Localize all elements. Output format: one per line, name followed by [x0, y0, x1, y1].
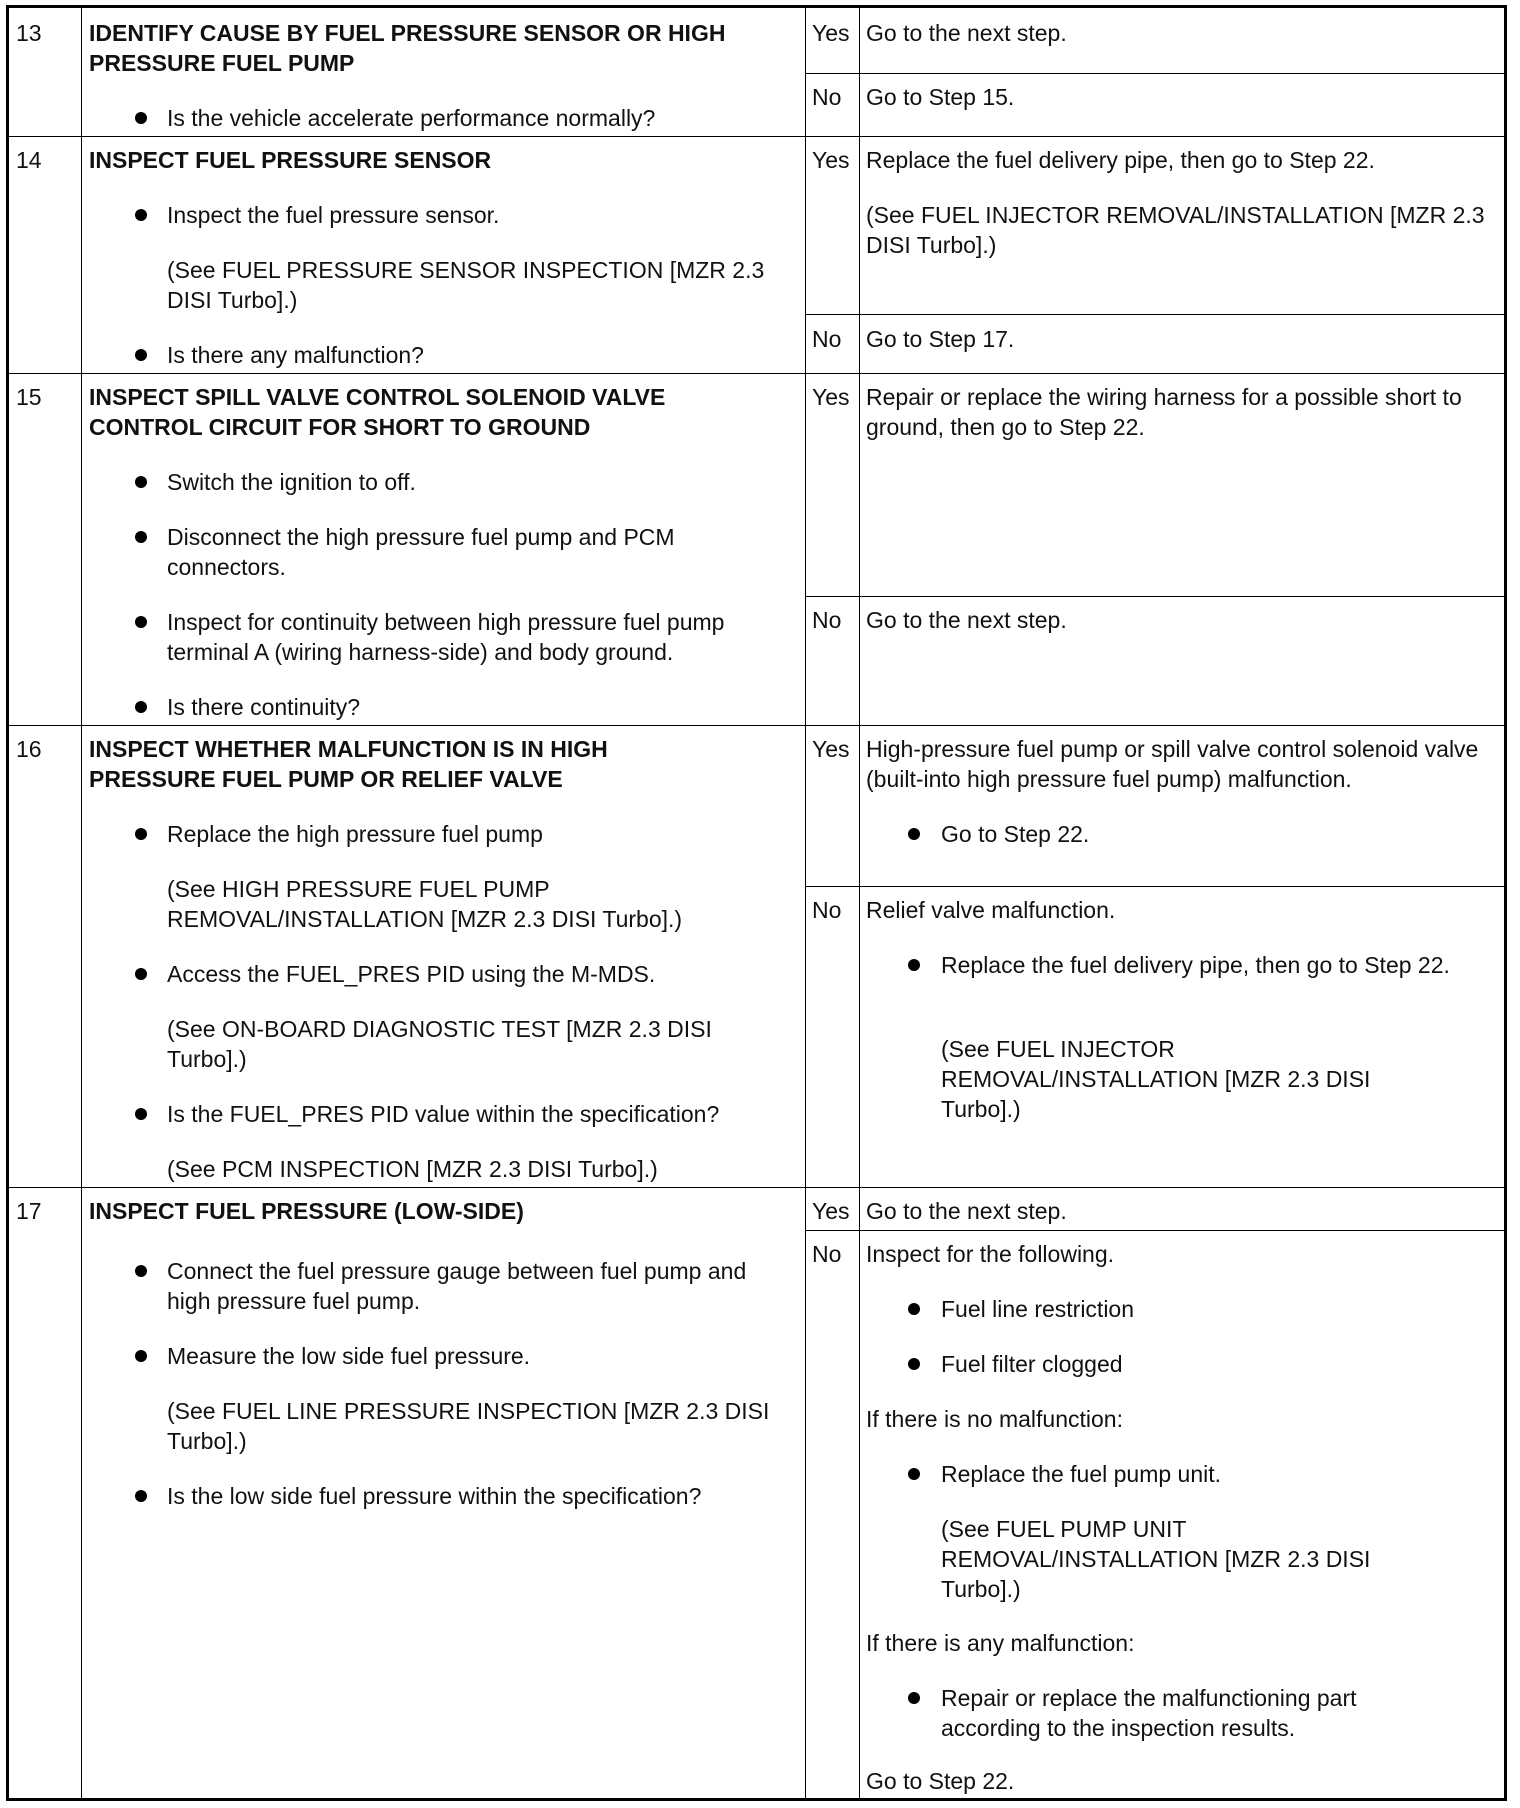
- row-divider: [9, 1187, 1504, 1188]
- no-action: Fuel line restriction: [941, 1296, 1135, 1322]
- step-title: INSPECT FUEL PRESSURE (LOW-SIDE): [89, 1198, 524, 1224]
- no-action: Fuel filter clogged: [941, 1351, 1123, 1377]
- step-number: 17: [16, 1198, 42, 1224]
- yes-no-divider: [805, 596, 1504, 597]
- yes-no-divider: [805, 886, 1504, 887]
- diagnostic-procedure-table: [6, 5, 1507, 1801]
- no-action: Repair or replace the malfunctioning part according to the inspection results.: [941, 1685, 1363, 1741]
- no-label: No: [812, 326, 842, 352]
- action-reference: (See HIGH PRESSURE FUEL PUMP REMOVAL/INSTALLATION [MZR 2.3 DISI Turbo].): [167, 876, 683, 932]
- no-label: No: [812, 84, 842, 110]
- action-item: Inspect the fuel pressure sensor.: [167, 202, 500, 228]
- no-condition: If there is no malfunction:: [866, 1406, 1123, 1432]
- step-number: 13: [16, 20, 42, 46]
- action-item: Is there continuity?: [167, 694, 361, 720]
- no-action: Replace the fuel delivery pipe, then go to Step 22.: [941, 952, 1450, 978]
- bullet-icon: [135, 476, 147, 488]
- bullet-icon: [908, 959, 920, 971]
- yes-no-divider: [805, 1230, 1504, 1231]
- step-number: 16: [16, 736, 42, 762]
- action-item: Access the FUEL_PRES PID using the M-MDS.: [167, 961, 656, 987]
- row-divider: [9, 136, 1504, 137]
- no-reference: (See FUEL PUMP UNIT REMOVAL/INSTALLATION [MZR 2.3 DISI Turbo].): [941, 1516, 1377, 1602]
- yes-no-divider: [805, 73, 1504, 74]
- bullet-icon: [908, 1692, 920, 1704]
- yes-label: Yes: [812, 20, 850, 46]
- no-reference: (See FUEL INJECTOR REMOVAL/INSTALLATION [MZR 2.3 DISI Turbo].): [941, 1036, 1377, 1122]
- bullet-icon: [135, 616, 147, 628]
- action-item: Is the low side fuel pressure within the specification?: [167, 1483, 702, 1509]
- yes-result: Replace the fuel delivery pipe, then go to Step 22.: [866, 147, 1375, 173]
- bullet-icon: [908, 1303, 920, 1315]
- bullet-icon: [135, 112, 147, 124]
- action-item: Replace the high pressure fuel pump: [167, 821, 543, 847]
- bullet-icon: [135, 701, 147, 713]
- yes-label: Yes: [812, 384, 850, 410]
- no-label: No: [812, 897, 842, 923]
- no-result: Go to Step 22.: [866, 1768, 1015, 1794]
- step-title: INSPECT WHETHER MALFUNCTION IS IN HIGH PRESSURE FUEL PUMP OR RELIEF VALVE: [89, 736, 615, 792]
- bullet-icon: [135, 349, 147, 361]
- bullet-icon: [135, 531, 147, 543]
- action-reference: (See FUEL PRESSURE SENSOR INSPECTION [MZR 2.3 DISI Turbo].): [167, 257, 771, 313]
- bullet-icon: [908, 828, 920, 840]
- action-item: Is the vehicle accelerate performance normally?: [167, 105, 656, 131]
- no-label: No: [812, 1241, 842, 1267]
- action-item: Disconnect the high pressure fuel pump and PCM connectors.: [167, 524, 681, 580]
- column-divider: [805, 8, 806, 1798]
- yes-label: Yes: [812, 147, 850, 173]
- action-reference: (See PCM INSPECTION [MZR 2.3 DISI Turbo].): [167, 1156, 658, 1182]
- step-title: INSPECT SPILL VALVE CONTROL SOLENOID VALVE CONTROL CIRCUIT FOR SHORT TO GROUND: [89, 384, 672, 440]
- no-result: Relief valve malfunction.: [866, 897, 1116, 923]
- bullet-icon: [135, 1108, 147, 1120]
- action-item: Measure the low side fuel pressure.: [167, 1343, 531, 1369]
- yes-reference: (See FUEL INJECTOR REMOVAL/INSTALLATION [MZR 2.3 DISI Turbo].): [866, 202, 1491, 258]
- no-label: No: [812, 607, 842, 633]
- bullet-icon: [908, 1358, 920, 1370]
- action-item: Is the FUEL_PRES PID value within the specification?: [167, 1101, 720, 1127]
- bullet-icon: [135, 828, 147, 840]
- yes-result: Go to the next step.: [866, 20, 1067, 46]
- yes-result: Go to the next step.: [866, 1198, 1067, 1224]
- action-item: Switch the ignition to off.: [167, 469, 416, 495]
- column-divider: [81, 8, 82, 1798]
- action-reference: (See FUEL LINE PRESSURE INSPECTION [MZR 2.3 DISI Turbo].): [167, 1398, 776, 1454]
- action-reference: (See ON-BOARD DIAGNOSTIC TEST [MZR 2.3 DISI Turbo].): [167, 1016, 718, 1072]
- step-title: IDENTIFY CAUSE BY FUEL PRESSURE SENSOR OR HIGH PRESSURE FUEL PUMP: [89, 20, 732, 76]
- yes-label: Yes: [812, 736, 850, 762]
- step-number: 15: [16, 384, 42, 410]
- no-condition: If there is any malfunction:: [866, 1630, 1135, 1656]
- bullet-icon: [135, 968, 147, 980]
- bullet-icon: [135, 1350, 147, 1362]
- no-action: Replace the fuel pump unit.: [941, 1461, 1222, 1487]
- row-divider: [9, 725, 1504, 726]
- no-result: Go to Step 17.: [866, 326, 1015, 352]
- bullet-icon: [135, 209, 147, 221]
- bullet-icon: [908, 1468, 920, 1480]
- row-divider: [9, 373, 1504, 374]
- bullet-icon: [135, 1265, 147, 1277]
- no-result: Inspect for the following.: [866, 1241, 1115, 1267]
- step-title: INSPECT FUEL PRESSURE SENSOR: [89, 147, 492, 173]
- action-item: Is there any malfunction?: [167, 342, 424, 368]
- yes-result: High-pressure fuel pump or spill valve control solenoid valve (built-into high pressure fuel pump) malfunction.: [866, 736, 1485, 792]
- step-number: 14: [16, 147, 42, 173]
- yes-result: Repair or replace the wiring harness for a possible short to ground, then go to Step 22.: [866, 384, 1469, 440]
- yes-no-divider: [805, 314, 1504, 315]
- no-result: Go to Step 15.: [866, 84, 1015, 110]
- action-item: Connect the fuel pressure gauge between fuel pump and high pressure fuel pump.: [167, 1258, 753, 1314]
- yes-label: Yes: [812, 1198, 850, 1224]
- no-result: Go to the next step.: [866, 607, 1067, 633]
- yes-action: Go to Step 22.: [941, 821, 1090, 847]
- bullet-icon: [135, 1490, 147, 1502]
- column-divider: [859, 8, 860, 1798]
- action-item: Inspect for continuity between high pressure fuel pump terminal A (wiring harness-side) and body ground.: [167, 609, 731, 665]
